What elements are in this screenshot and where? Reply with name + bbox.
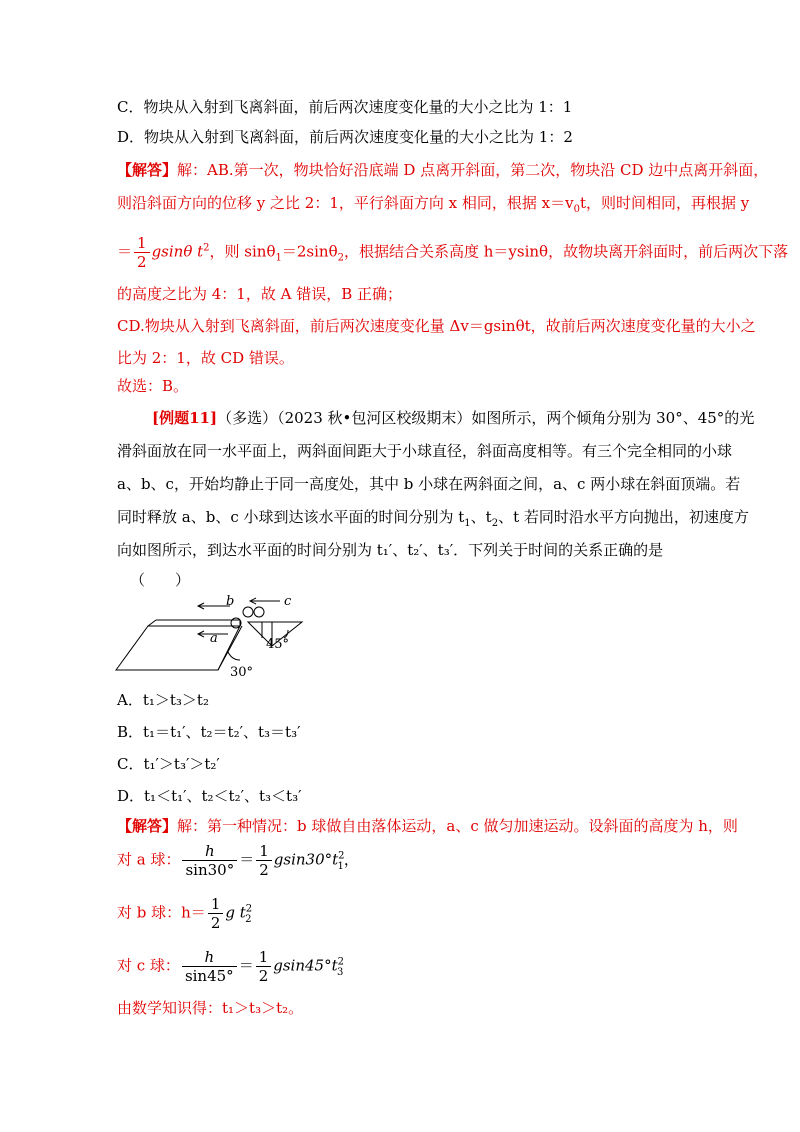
option-d: D．t₁＜t₁′、t₂＜t₂′、t₃＜t₃′ <box>117 787 302 805</box>
option-a: A．t₁＞t₃＞t₂ <box>117 691 209 709</box>
label-b: b <box>226 594 235 609</box>
example-line-1: [例题11]（多选）（2023 秋•包河区校级期末）如图所示，两个倾角分别为 30°、45°的光 <box>152 409 755 427</box>
example-line-3: a、b、c，开始均静止于同一高度处，其中 b 小球在两斜面之间，a、c 两小球在斜面顶端。若 <box>117 475 741 493</box>
ball-c <box>254 607 264 617</box>
equation-a: 对 a 球： $\frac{h}{\sin 30^\circ}$ ＝ $\frac{1}{2}$ $gsin30^\circ t^2_1$， <box>117 842 359 879</box>
label-a: a <box>210 631 218 646</box>
angle-30-arc <box>228 652 240 660</box>
answer-1-line-1: 【解答】解：AB.第一次，物块恰好沿底端 D 点离开斜面，第二次，物块沿 CD 边中点离开斜面， <box>117 161 769 179</box>
fraction-half: $\frac{1}{2}$ <box>134 234 150 271</box>
example-line-4: 同时释放 a、b、c 小球到达该水平面的时间分别为 $t_1$、$t_2$、t 若同时沿水平方向抛出，初速度方 <box>117 508 749 529</box>
inclined-planes-figure <box>112 586 312 681</box>
answer-2-conclusion: 由数学知识得：t₁＞t₃＞t₂。 <box>117 999 304 1017</box>
option-b: B．t₁＝t₁′、t₂＝t₂′、t₃＝t₃′ <box>117 723 301 741</box>
answer-1-line-3: ＝ $\frac{1}{2}$ gsinθ $t^2$，则 sinθ$_1$＝2sinθ$_2$，根据结合关系高度 h＝ysinθ，故物块离开斜面时，前后两次下落 <box>117 234 789 271</box>
slope-top-edge <box>148 620 156 626</box>
example-tag: [例题11] <box>152 409 218 427</box>
option-c-previous: C．物块从入射到飞离斜面，前后两次速度变化量的大小之比为 1：1 <box>117 98 573 116</box>
example-line-6: （ ） <box>130 571 191 589</box>
equation-c: 对 c 球： $\frac{h}{\sin 45^\circ}$ ＝ $\frac{1}{2}$ $gsin45^\circ t^2_3$ <box>117 948 344 985</box>
answer-1-line-4: 的高度之比为 4：1，故 A 错误，B 正确； <box>117 285 403 303</box>
answer-2-line-1: 【解答】解：第一种情况：b 球做自由落体运动，a、c 做匀加速运动。设斜面的高度为 h，则 <box>117 817 738 835</box>
answer-1-line-5: CD.物块从入射到飞离斜面，前后两次速度变化量 Δv＝gsinθt，故前后两次速度变化量的大小之 <box>117 317 756 335</box>
option-d-previous: D．物块从入射到飞离斜面，前后两次速度变化量的大小之比为 1：2 <box>117 128 573 146</box>
answer-1-line-2: 则沿斜面方向的位移 y 之比 2：1，平行斜面方向 x 相同，根据 $x=v_0t$，则时间相同，再根据 y <box>117 194 750 215</box>
answer-tag: 【解答】 <box>117 161 178 179</box>
label-45: 45° <box>266 637 290 652</box>
answer-tag: 【解答】 <box>117 817 178 835</box>
example-line-2: 滑斜面放在同一水平面上，两斜面间距大于小球直径，斜面高度相等。有三个完全相同的小球 <box>117 442 733 460</box>
label-c: c <box>284 594 292 609</box>
example-line-5: 向如图所示，到达水平面的时间分别为 t₁′、t₂′、t₃′．下列关于时间的关系正确的是 <box>117 541 664 559</box>
answer-1-line-7: 故选：B。 <box>117 377 189 395</box>
answer-1-line-6: 比为 2：1，故 CD 错误。 <box>117 349 294 367</box>
label-30: 30° <box>230 665 254 680</box>
option-c: C．t₁′＞t₃′＞t₂′ <box>117 755 220 773</box>
equation-b: 对 b 球：h＝ $\frac{1}{2}$ g $t^2_2$ <box>117 895 253 932</box>
ball-b <box>243 607 253 617</box>
